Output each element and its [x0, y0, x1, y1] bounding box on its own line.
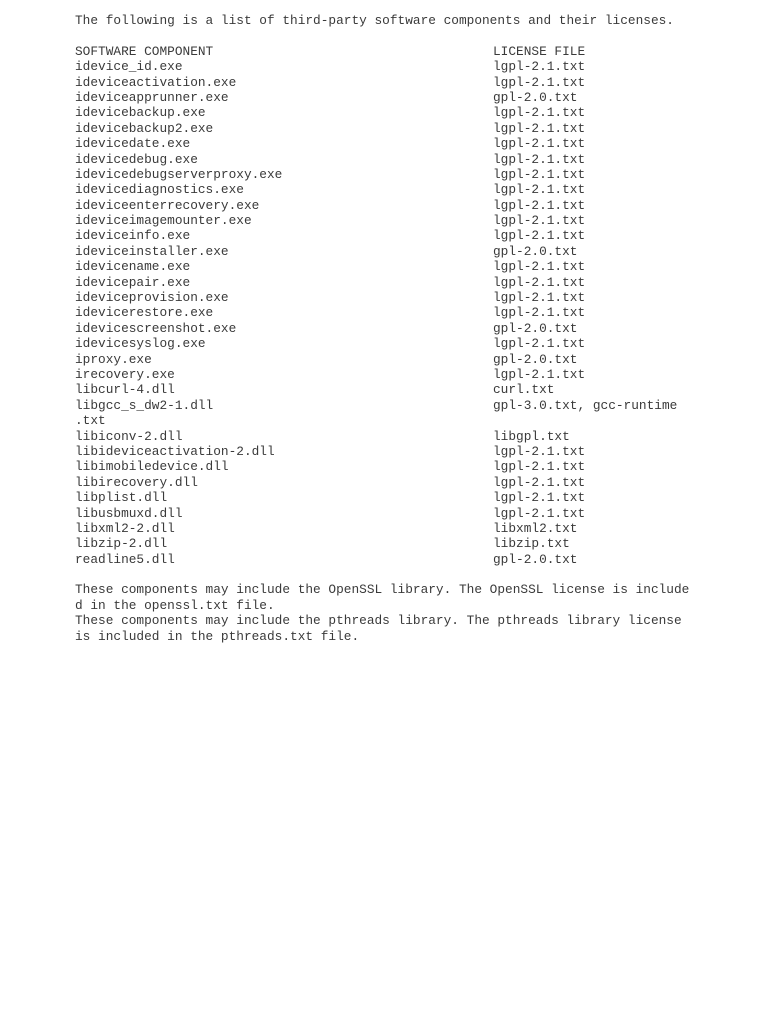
license-file: lgpl-2.1.txt — [493, 166, 586, 182]
license-file: gpl-3.0.txt, gcc-runtime — [493, 397, 678, 413]
header-component: SOFTWARE COMPONENT — [75, 43, 214, 59]
license-file: lgpl-2.1.txt — [493, 505, 586, 521]
notes — [75, 582, 705, 644]
spacer — [75, 28, 705, 43]
license-file: lgpl-2.1.txt — [493, 305, 586, 321]
table-row — [75, 536, 705, 551]
table-row — [75, 413, 705, 428]
component-name: idevicedate.exe — [75, 136, 191, 152]
component-name: libiconv-2.dll — [75, 428, 183, 444]
table-row — [75, 228, 705, 243]
component-name: ideviceprovision.exe — [75, 290, 229, 306]
table-row — [75, 459, 705, 474]
component-name: readline5.dll — [75, 551, 175, 567]
license-file: lgpl-2.1.txt — [493, 213, 586, 229]
intro-text: The following is a list of third-party software components and their licenses. — [75, 13, 674, 28]
table-row — [75, 382, 705, 397]
table-row — [75, 352, 705, 367]
component-name: idevicedebug.exe — [75, 151, 198, 167]
component-name: ideviceinstaller.exe — [75, 243, 229, 259]
component-name: idevicescreenshot.exe — [75, 320, 237, 336]
component-name: idevicesyslog.exe — [75, 336, 206, 352]
license-file: lgpl-2.1.txt — [493, 74, 586, 90]
table-row — [75, 305, 705, 320]
header-license: LICENSE FILE — [493, 43, 586, 59]
table-row — [75, 152, 705, 167]
table-row — [75, 475, 705, 490]
component-name: libxml2-2.dll — [75, 520, 175, 536]
license-file: lgpl-2.1.txt — [493, 459, 586, 475]
table-row — [75, 90, 705, 105]
component-name: idevicename.exe — [75, 259, 191, 275]
component-name: libplist.dll — [75, 490, 168, 506]
license-file: lgpl-2.1.txt — [493, 105, 586, 121]
table-row — [75, 244, 705, 259]
license-file: lgpl-2.1.txt — [493, 259, 586, 275]
component-name: idevicebackup.exe — [75, 105, 206, 121]
table-row — [75, 336, 705, 351]
license-file: lgpl-2.1.txt — [493, 474, 586, 490]
component-name: irecovery.exe — [75, 366, 175, 382]
note-line: These components may include the OpenSSL library. The OpenSSL license is include — [75, 582, 690, 598]
component-name: idevicediagnostics.exe — [75, 182, 244, 198]
table-row — [75, 398, 705, 413]
table-row — [75, 444, 705, 459]
license-file: libgpl.txt — [493, 428, 570, 444]
table-row — [75, 198, 705, 213]
license-file: gpl-2.0.txt — [493, 320, 578, 336]
component-name: .txt — [75, 413, 106, 429]
license-file: gpl-2.0.txt — [493, 551, 578, 567]
table-row — [75, 506, 705, 521]
component-name: libzip-2.dll — [75, 536, 168, 552]
component-name: ideviceenterrecovery.exe — [75, 197, 260, 213]
license-file: lgpl-2.1.txt — [493, 490, 586, 506]
license-file: gpl-2.0.txt — [493, 351, 578, 367]
license-file: lgpl-2.1.txt — [493, 182, 586, 198]
component-name: idevicedebugserverproxy.exe — [75, 166, 283, 182]
table-row — [75, 59, 705, 74]
license-file: libzip.txt — [493, 536, 570, 552]
table-row — [75, 521, 705, 536]
component-name: idevicerestore.exe — [75, 305, 214, 321]
license-file: lgpl-2.1.txt — [493, 151, 586, 167]
component-name: ideviceapprunner.exe — [75, 89, 229, 105]
table-row — [75, 429, 705, 444]
license-file: lgpl-2.1.txt — [493, 274, 586, 290]
license-file: lgpl-2.1.txt — [493, 197, 586, 213]
table-row — [75, 290, 705, 305]
component-name: ideviceinfo.exe — [75, 228, 191, 244]
note-line: d in the openssl.txt file. — [75, 597, 275, 613]
table-row — [75, 259, 705, 274]
license-file: lgpl-2.1.txt — [493, 59, 586, 75]
component-name: libirecovery.dll — [75, 474, 198, 490]
license-file: lgpl-2.1.txt — [493, 443, 586, 459]
note-line: is included in the pthreads.txt file. — [75, 628, 360, 644]
table-row — [75, 552, 705, 567]
license-file: lgpl-2.1.txt — [493, 136, 586, 152]
table-row — [75, 136, 705, 151]
component-name: idevicebackup2.exe — [75, 120, 214, 136]
table-row — [75, 182, 705, 197]
license-file: lgpl-2.1.txt — [493, 336, 586, 352]
license-file: gpl-2.0.txt — [493, 89, 578, 105]
table-row — [75, 490, 705, 505]
table-row — [75, 121, 705, 136]
component-name: ideviceimagemounter.exe — [75, 213, 252, 229]
table-row — [75, 105, 705, 120]
license-file: lgpl-2.1.txt — [493, 290, 586, 306]
note-line: These components may include the pthreads library. The pthreads library license — [75, 613, 682, 629]
component-name: iproxy.exe — [75, 351, 152, 367]
component-name: libusbmuxd.dll — [75, 505, 183, 521]
license-file: lgpl-2.1.txt — [493, 120, 586, 136]
table-row — [75, 167, 705, 182]
license-file: curl.txt — [493, 382, 555, 398]
license-file: lgpl-2.1.txt — [493, 228, 586, 244]
component-name: ideviceactivation.exe — [75, 74, 237, 90]
license-document — [75, 13, 705, 644]
component-name: libideviceactivation-2.dll — [75, 443, 275, 459]
spacer — [75, 567, 705, 582]
component-name: idevicepair.exe — [75, 274, 191, 290]
component-name: libgcc_s_dw2-1.dll — [75, 397, 214, 413]
table-row — [75, 75, 705, 90]
component-table — [75, 59, 705, 567]
table-row — [75, 213, 705, 228]
table-header — [75, 44, 705, 59]
license-file: lgpl-2.1.txt — [493, 366, 586, 382]
license-file: gpl-2.0.txt — [493, 243, 578, 259]
table-row — [75, 367, 705, 382]
table-row — [75, 275, 705, 290]
table-row — [75, 321, 705, 336]
component-name: libimobiledevice.dll — [75, 459, 229, 475]
license-file: libxml2.txt — [493, 520, 578, 536]
component-name: libcurl-4.dll — [75, 382, 175, 398]
component-name: idevice_id.exe — [75, 59, 183, 75]
